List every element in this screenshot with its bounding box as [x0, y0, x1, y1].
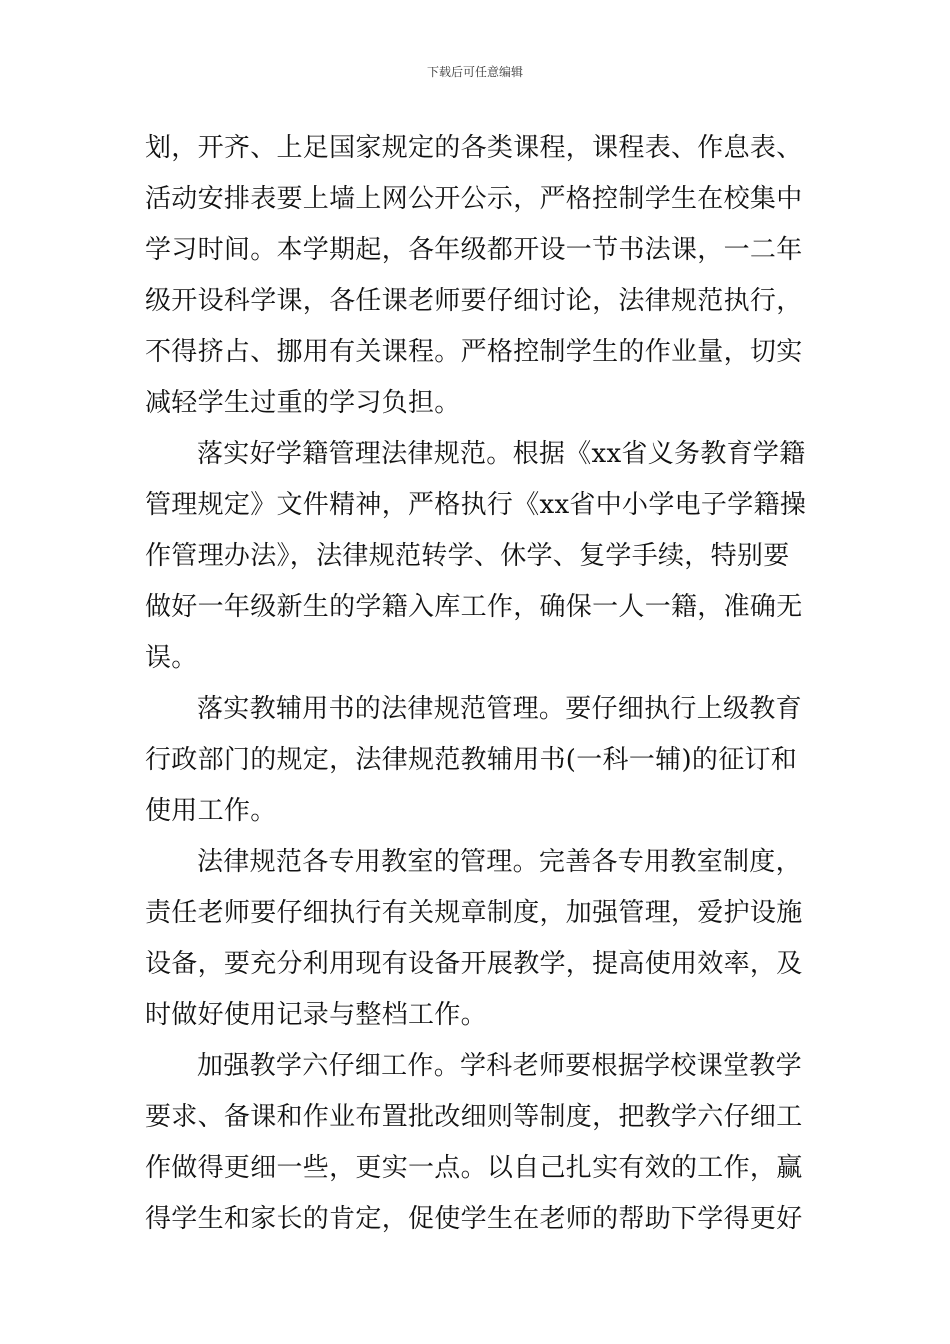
paragraph-2: [145, 429, 807, 684]
paragraph-1: [145, 123, 807, 429]
text-line: 使用工作。: [145, 796, 277, 826]
paragraph-4: [145, 837, 807, 1041]
page-header: 下载后可任意编辑: [426, 65, 523, 79]
text-line: 法律规范各专用教室的管理。完善各专用教室制度，: [197, 847, 802, 877]
text-line: 级开设科学课，各任课老师要仔细讨论，法律规范执行，: [145, 286, 803, 316]
text-line: 责任老师要仔细执行有关规章制度，加强管理，爱护设施: [145, 898, 803, 928]
text-line: 行政部门的规定，法律规范教辅用书(一科一辅)的征订和: [145, 745, 798, 775]
paragraph-3: [145, 684, 807, 837]
text-line: 不得挤占、挪用有关课程。严格控制学生的作业量，切实: [145, 337, 803, 367]
text-line: 误。: [145, 643, 198, 673]
text-line: 作管理办法》，法律规范转学、休学、复学手续，特别要: [145, 541, 790, 571]
text-line: 划，开齐、上足国家规定的各类课程，课程表、作息表、: [145, 133, 803, 163]
text-line: 要求、备课和作业布置批改细则等制度，把教学六仔细工: [145, 1102, 803, 1132]
text-line: 时做好使用记录与整档工作。: [145, 1000, 487, 1030]
text-line: 作做得更细一些，更实一点。以自己扎实有效的工作，赢: [145, 1153, 803, 1183]
text-line: 做好一年级新生的学籍入库工作，确保一人一籍，准确无: [145, 592, 803, 622]
text-line: 落实好学籍管理法律规范。根据《xx省义务教育学籍: [197, 439, 806, 469]
document-body: [145, 123, 807, 1245]
text-line: 学习时间。本学期起，各年级都开设一节书法课，一二年: [145, 235, 803, 265]
paragraph-5: [145, 1041, 807, 1245]
text-line: 落实教辅用书的法律规范管理。要仔细执行上级教育: [197, 694, 802, 724]
text-line: 管理规定》文件精神，严格执行《xx省中小学电子学籍操: [145, 490, 807, 520]
text-line: 减轻学生过重的学习负担。: [145, 388, 461, 418]
text-line: 活动安排表要上墙上网公开公示，严格控制学生在校集中: [145, 184, 803, 214]
text-line: 加强教学六仔细工作。学科老师要根据学校课堂教学: [197, 1051, 802, 1081]
text-line: 设备，要充分利用现有设备开展教学，提高使用效率，及: [145, 949, 803, 979]
text-line: 得学生和家长的肯定，促使学生在老师的帮助下学得更好: [145, 1204, 803, 1234]
